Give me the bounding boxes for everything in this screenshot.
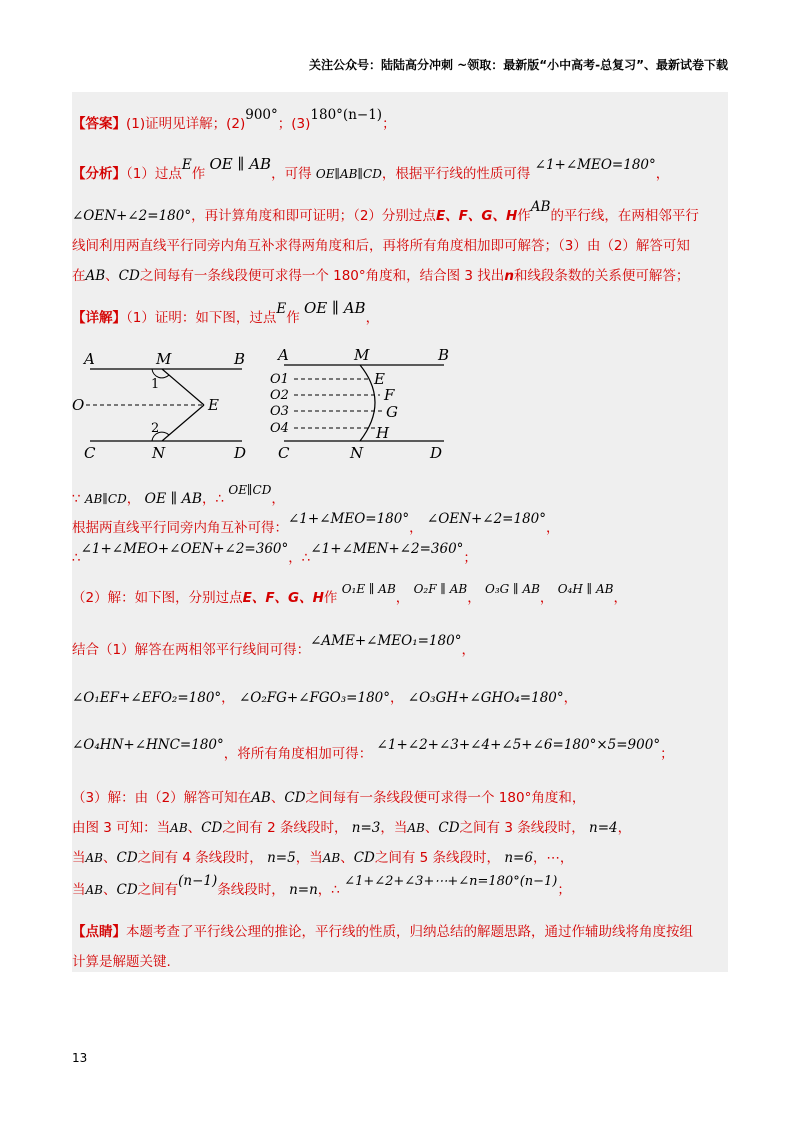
label-h: H	[376, 424, 390, 442]
label-a: A	[84, 350, 95, 368]
math-expr: O₂F ∥ AB	[413, 582, 468, 596]
proof-text: ；	[557, 882, 571, 898]
math-expr: ∠OEN+∠2=180°	[426, 511, 546, 527]
math-expr: ∠1+∠MEN+∠2=360°	[310, 541, 464, 557]
label-o: O	[72, 396, 85, 414]
analysis-text: 、	[105, 268, 119, 284]
math-expr: AB∥CD	[84, 492, 127, 506]
math-expr: ∠AME+∠MEO₁=180°	[310, 633, 462, 649]
proof-line-6	[72, 686, 577, 706]
label-b: B	[234, 350, 246, 368]
answer-end: ；	[382, 116, 396, 132]
point-labels: E、F、G、H	[435, 208, 518, 224]
proof-text: ，	[539, 590, 554, 606]
proof-text: ，	[271, 491, 285, 507]
proof-line-4	[72, 582, 627, 606]
math-expr: ∠1+∠MEO=180°	[534, 157, 656, 173]
analysis-line-1	[72, 155, 670, 182]
proof-line-3	[72, 541, 477, 566]
label-f: F	[384, 386, 395, 404]
proof-text: ，	[390, 690, 404, 706]
math-expr: OE∥CD	[228, 483, 272, 497]
math-expr: O₁E ∥ AB	[341, 582, 396, 596]
math-expr: n=4	[589, 820, 618, 836]
proof-text: 、	[340, 850, 354, 866]
label-e: E	[208, 396, 219, 414]
proof-line-10	[72, 846, 573, 866]
point-label: E	[276, 301, 287, 317]
detail-tag: 【详解】	[72, 310, 126, 326]
proof-text: 之间有 2 条线段时，	[222, 820, 348, 836]
analysis-text: 之间每有一条线段便可求得一个 180°角度和，结合图 3 找出	[139, 268, 505, 284]
label-n: N	[152, 444, 166, 462]
proof-text: ∵	[72, 491, 81, 507]
detail-text: ，	[365, 310, 380, 326]
proof-line-2	[72, 511, 560, 536]
math-expr: ∠1+∠MEO=180°	[288, 511, 410, 527]
proof-text: 、	[424, 820, 439, 836]
proof-text: ，当	[380, 820, 408, 836]
math-expr: n=n	[289, 882, 318, 898]
proof-text: 条线段时，	[217, 882, 285, 898]
proof-text: ；	[463, 550, 477, 566]
math-expr: (n−1)	[178, 873, 218, 889]
math-expr: CD	[118, 268, 140, 284]
proof-text: （2）解：如下图，分别过点	[72, 590, 243, 606]
label-o1: O1	[270, 372, 289, 387]
proof-text: ，	[409, 520, 423, 536]
point-label: E	[181, 157, 192, 173]
proof-text: ，	[221, 690, 235, 706]
proof-text: 由图 3 可知：当	[72, 820, 171, 836]
analysis-text: ，再计算角度和即可证明；（2）分别过点	[191, 208, 436, 224]
math-expr: AB	[170, 821, 188, 835]
proof-text: ，当	[295, 850, 323, 866]
comment-tag: 【点睛】	[72, 924, 126, 940]
proof-text: 之间每有一条线段便可求得一个 180°角度和，	[305, 790, 586, 806]
proof-text: ，将所有角度相加可得：	[223, 746, 373, 762]
proof-text: ∴	[72, 550, 81, 566]
math-expr: OE ∥ AB	[144, 491, 202, 507]
answer-value-2: 900°	[245, 107, 278, 123]
math-expr: ∠O₃GH+∠GHO₄=180°	[407, 690, 564, 706]
math-expr: AB	[251, 790, 271, 806]
segment-en	[162, 405, 204, 441]
analysis-text: ，可得	[271, 166, 312, 182]
label-b: B	[438, 346, 450, 364]
label-angle-1: 1	[151, 377, 160, 392]
comment-line-2	[72, 950, 171, 970]
proof-line-11	[72, 873, 571, 898]
math-expr: n=5	[267, 850, 296, 866]
curve-mn	[360, 365, 375, 441]
proof-text: 之间有 5 条线段时，	[374, 850, 501, 866]
proof-text: ，	[126, 491, 141, 507]
point-labels: E、F、G、H	[242, 590, 324, 606]
answer-line	[72, 107, 396, 132]
math-expr: ∠OEN+∠2=180°	[72, 208, 192, 224]
proof-text: 之间有 3 条线段时，	[459, 820, 585, 836]
segment-me	[162, 369, 204, 405]
label-g: G	[386, 403, 398, 421]
proof-text: 作	[323, 590, 338, 606]
proof-text: ，	[613, 590, 627, 606]
label-c: C	[84, 444, 96, 462]
proof-text: 之间有 4 条线段时，	[137, 850, 263, 866]
proof-text: ，⋯，	[532, 850, 574, 866]
proof-text: 、	[187, 820, 202, 836]
proof-text: 、	[102, 882, 117, 898]
math-expr: CD	[438, 820, 460, 836]
proof-text: ，∴	[202, 491, 225, 507]
analysis-line-2	[72, 199, 699, 224]
math-expr: ∠O₁EF+∠EFO₂=180°	[72, 690, 222, 706]
math-expr: OE∥AB∥CD	[315, 167, 382, 181]
math-expr: CD	[116, 850, 138, 866]
math-expr: n=6	[504, 850, 533, 866]
label-d: D	[234, 444, 247, 462]
analysis-text: 和线段条数的关系便可解答；	[513, 268, 690, 284]
proof-text: ；	[660, 746, 674, 762]
math-expr: OE ∥ AB	[209, 155, 272, 173]
math-expr: ∠1+∠2+∠3+⋯+∠n=180°(n−1)	[344, 874, 558, 889]
analysis-text: 线间利用两直线平行同旁内角互补求得两角度和后，再将所有角度相加即可解答；（3）由（2）解答可知	[72, 238, 690, 254]
label-o2: O2	[270, 388, 289, 403]
proof-text: ，	[461, 642, 475, 658]
proof-text: 根据两直线平行同旁内角互补可得：	[72, 520, 288, 536]
figure-2	[268, 342, 468, 466]
proof-text: ，	[617, 820, 632, 836]
math-expr: ∠1+∠2+∠3+∠4+∠5+∠6=180°×5=900°	[376, 737, 661, 753]
proof-text: 当	[72, 882, 86, 898]
analysis-line-3	[72, 234, 690, 254]
math-expr: ∠O₄HN+∠HNC=180°	[72, 737, 224, 753]
analysis-text: ，根据平行线的性质可得	[381, 166, 531, 182]
math-expr: n=3	[351, 820, 381, 836]
math-expr: AB	[85, 851, 103, 865]
analysis-tag: 【分析】	[72, 166, 126, 182]
detail-text: 作	[286, 310, 300, 326]
proof-text: ，	[563, 690, 578, 706]
label-o4: O4	[270, 421, 289, 436]
figure-1	[72, 342, 272, 466]
math-expr: O₄H ∥ AB	[557, 582, 614, 596]
answer-part2: ；(3)	[277, 116, 311, 132]
comment-text: 计算是解题关键.	[72, 954, 171, 970]
answer-tag: 【答案】	[72, 116, 126, 132]
math-expr: AB	[85, 883, 103, 897]
page-number: 13	[72, 1051, 88, 1065]
math-expr: ∠1+∠MEO+∠OEN+∠2=360°	[80, 541, 289, 557]
proof-text: 、	[102, 850, 117, 866]
label-d: D	[430, 444, 443, 462]
math-expr: CD	[116, 882, 138, 898]
proof-text: 结合（1）解答在两相邻平行线间可得：	[72, 642, 311, 658]
label-a: A	[278, 346, 289, 364]
proof-text: ，∴	[317, 882, 340, 898]
math-expr: ∠O₂FG+∠FGO₃=180°	[238, 690, 390, 706]
analysis-text: 作	[191, 166, 206, 182]
header-note: 关注公众号：陆陆高分冲刺 ~领取：最新版“小中高考-总复习”、最新试卷下载	[309, 58, 728, 72]
label-angle-2: 2	[151, 421, 160, 436]
answer-part1: (1)证明见详解；(2)	[126, 116, 246, 132]
proof-text: ，	[546, 520, 560, 536]
proof-text: 当	[72, 850, 86, 866]
analysis-text: （1）过点	[126, 166, 182, 182]
proof-text: ，∴	[288, 550, 311, 566]
detail-line-1	[72, 299, 380, 326]
math-expr: AB	[407, 821, 425, 835]
analysis-text: ，	[655, 166, 670, 182]
proof-text: ，	[395, 590, 410, 606]
math-expr: n	[504, 268, 514, 284]
label-e: E	[374, 370, 385, 388]
proof-line-5	[72, 633, 475, 658]
proof-text: 、	[270, 790, 285, 806]
answer-value-3: 180°(n−1)	[310, 107, 383, 123]
math-expr: CD	[284, 790, 306, 806]
proof-text: ，	[467, 590, 481, 606]
math-expr: CD	[201, 820, 223, 836]
math-expr: O₃G ∥ AB	[485, 582, 540, 596]
label-m: M	[156, 350, 172, 368]
comment-text: 本题考查了平行线公理的推论，平行线的性质，归纳总结的解题思路，通过作辅助线将角度按组	[126, 924, 693, 940]
math-expr: AB	[322, 851, 341, 865]
proof-text: （3）解：由（2）解答可知在	[72, 790, 252, 806]
proof-line-1	[72, 483, 285, 507]
proof-text: 之间有	[137, 882, 179, 898]
math-expr: AB	[85, 268, 106, 284]
analysis-text: 作	[517, 208, 531, 224]
math-expr: CD	[353, 850, 375, 866]
label-m: M	[354, 346, 370, 364]
analysis-line-4	[72, 264, 689, 284]
label-o3: O3	[270, 404, 289, 419]
analysis-text: 在	[72, 268, 86, 284]
comment-line-1	[72, 920, 693, 940]
analysis-text: 的平行线，在两相邻平行	[550, 208, 699, 224]
proof-line-9	[72, 816, 631, 836]
label-c: C	[278, 444, 290, 462]
math-expr: AB	[530, 199, 551, 215]
detail-text: （1）证明：如下图，过点	[126, 310, 277, 326]
proof-line-8	[72, 786, 585, 806]
proof-line-7	[72, 737, 674, 762]
label-n: N	[350, 444, 364, 462]
math-expr: OE ∥ AB	[304, 299, 366, 317]
